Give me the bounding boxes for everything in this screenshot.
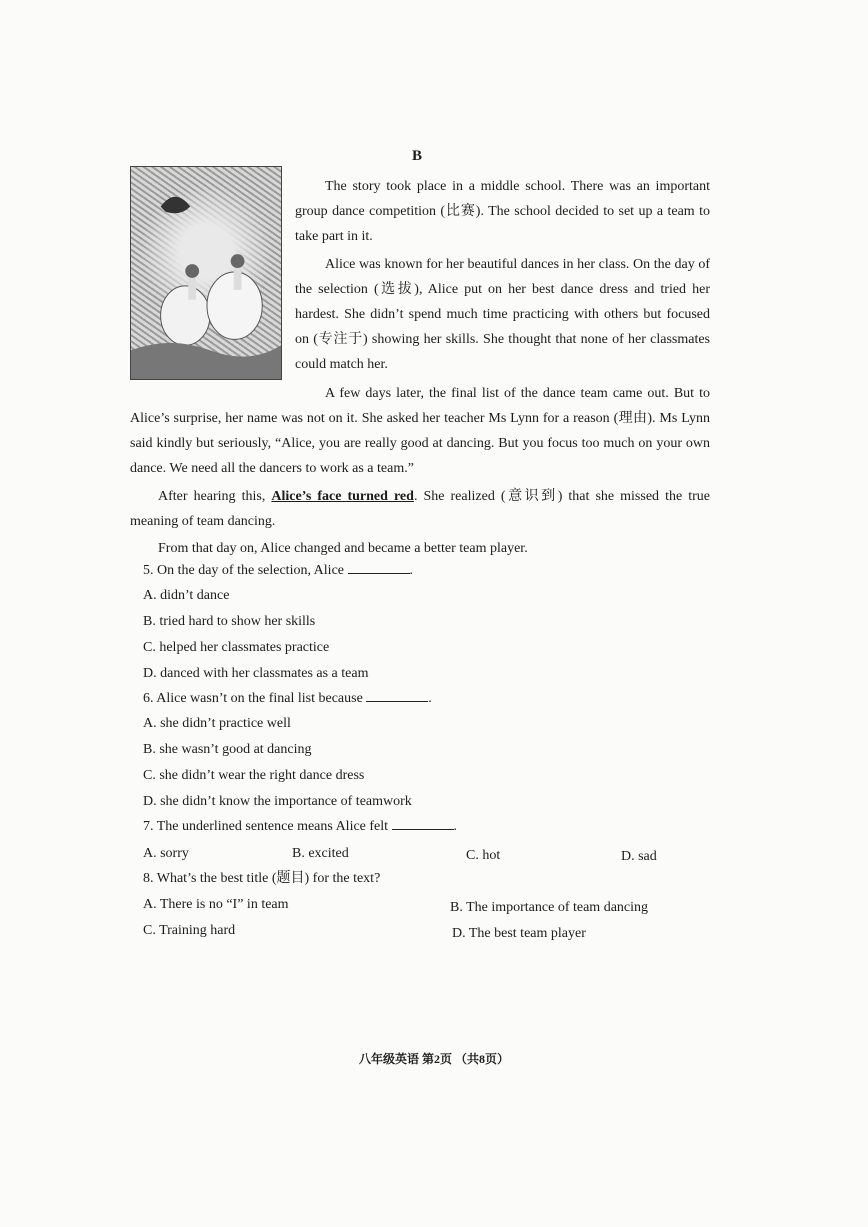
passage-paragraph-3 (130, 381, 710, 481)
question-8-option-d: D. The best team player (452, 926, 586, 941)
underlined-sentence: Alice’s face turned red (271, 489, 414, 504)
question-7-stem: 7. The underlined sentence means Alice felt . (143, 819, 458, 834)
ballet-dancers-illustration (130, 166, 282, 380)
paragraph-4-after: . She realized (意识到) that she missed the true meaning of team dancing. (130, 489, 710, 529)
question-6-stem: 6. Alice wasn’t on the final list because . (143, 691, 432, 706)
passage-paragraph-1: The story took place in a middle school. There was an important group dance competition (比赛). The school decided to set up a team to take part in it. (295, 179, 710, 244)
question-6-option-c: C. she didn’t wear the right dance dress (143, 768, 365, 783)
paragraph-3-lead: A few days later, the final list of the dance team came out. But (325, 386, 695, 401)
question-7-option-a: A. sorry (143, 846, 189, 861)
answer-blank (392, 817, 454, 830)
question-7-option-d: D. sad (621, 849, 657, 864)
question-5-option-c: C. helped her classmates practice (143, 640, 330, 655)
question-5-stem: 5. On the day of the selection, Alice . (143, 563, 413, 578)
page-footer: 八年级英语 第2页 （共8页） (358, 1052, 509, 1066)
answer-blank (366, 689, 428, 702)
paragraph-4-before: After hearing this, (158, 489, 272, 504)
question-8-option-a: A. There is no “I” in team (143, 897, 289, 912)
question-6-option-d: D. she didn’t know the importance of teamwork (143, 794, 412, 809)
question-7-option-c: C. hot (466, 848, 501, 863)
passage-paragraph-2: Alice was known for her beautiful dances in her class. On the day of the selection (选拔), Alice put on her best dance dress and tried her hardest. She didn’t spend much time practicing with others but focused on (专注于) showing her skills. She thought that none of her classmates could match her. (295, 257, 710, 372)
question-5-option-b: B. tried hard to show her skills (143, 614, 316, 629)
section-letter: B (412, 148, 423, 164)
question-8-option-c: C. Training hard (143, 923, 236, 938)
question-5-option-d: D. danced with her classmates as a team (143, 666, 369, 681)
question-5-option-a: A. didn’t dance (143, 588, 230, 603)
question-6-option-a: A. she didn’t practice well (143, 716, 291, 731)
passage-paragraph-4 (130, 484, 710, 534)
paragraph-3-rest: to Alice’s surprise, her name was not on it. She asked her teacher Ms Lynn for a reason (理由). Ms Lynn said kindly but seriously, “Alice, you are really good at dancing. But you focus too much on your own dance. We need all the dancers to work as a team.” (130, 386, 711, 476)
question-6-option-b: B. she wasn’t good at dancing (143, 742, 312, 757)
question-8-stem: 8. What’s the best title (题目) for the text? (143, 871, 381, 886)
question-7-option-b: B. excited (292, 846, 349, 861)
answer-blank (348, 561, 410, 574)
question-8-option-b: B. The importance of team dancing (450, 900, 649, 915)
passage-paragraph-5: From that day on, Alice changed and became a better team player. (158, 541, 528, 556)
